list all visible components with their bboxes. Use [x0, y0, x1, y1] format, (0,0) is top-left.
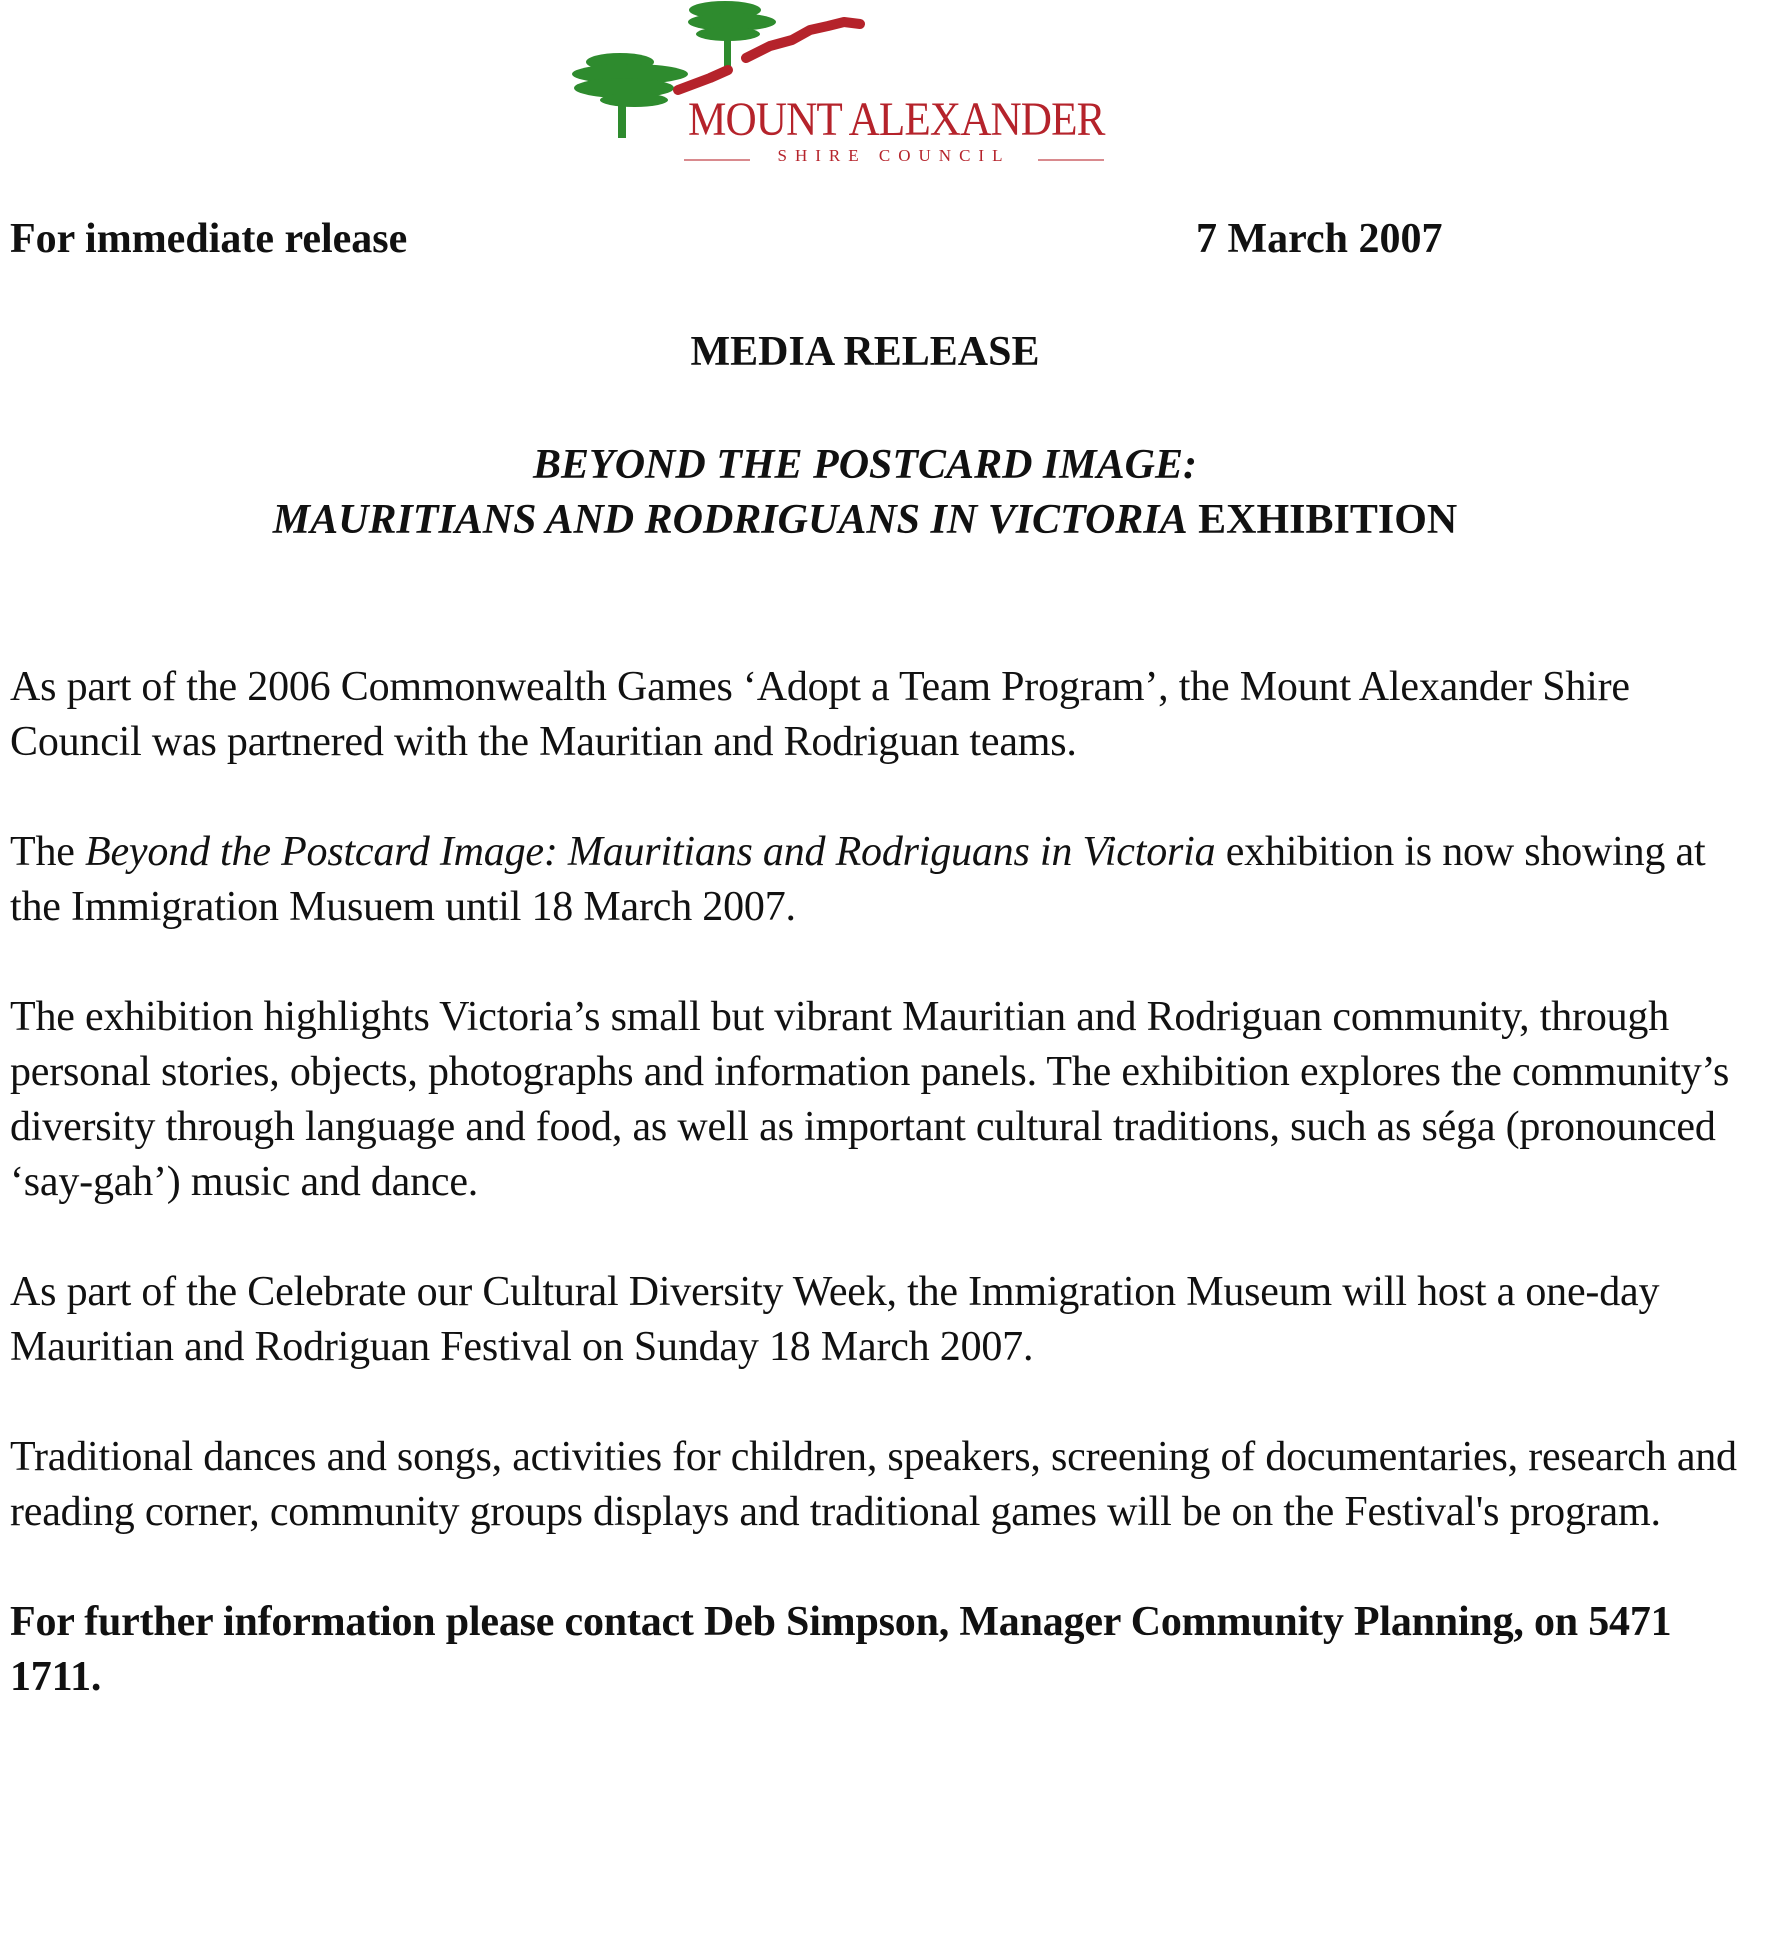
paragraph-2 [10, 825, 1750, 935]
paragraph-2-italic: Beyond the Postcard Image: Mauritians and Rodriguans in Victoria [85, 829, 1216, 875]
exhibition-title [0, 438, 1730, 548]
title-line-1: BEYOND THE POSTCARD IMAGE: [533, 442, 1197, 488]
contact-paragraph: For further information please contact Deb Simpson, Manager Community Planning, on 5471 1711. [10, 1599, 1672, 1700]
release-note: For immediate release [10, 216, 408, 262]
paragraph-4: As part of the Celebrate our Cultural Diversity Week, the Immigration Museum will host a one-day Mauritian and Rodriguan Festival on Sunday 18 March 2007. [10, 1269, 1660, 1370]
media-release-heading: MEDIA RELEASE [690, 329, 1040, 375]
logo-subtitle: SHIRE COUNCIL [777, 146, 1011, 165]
logo-name: MOUNT ALEXANDER [688, 93, 1105, 146]
title-line-2-italic: MAURITIANS AND RODRIGUANS IN VICTORIA [272, 497, 1188, 543]
title-line-2-suffix: EXHIBITION [1198, 497, 1458, 543]
paragraph-2-suffix: exhibition is now showing at the Immigration Musuem until 18 March 2007. [10, 829, 1706, 930]
paragraph-1: As part of the 2006 Commonwealth Games ‘Adopt a Team Program’, the Mount Alexander Shire Council was partnered with the Mauritian and Rodriguan teams. [10, 664, 1630, 765]
release-date: 7 March 2007 [1196, 216, 1443, 262]
paragraph-2-prefix: The [10, 829, 75, 875]
paragraph-3: The exhibition highlights Victoria’s small but vibrant Mauritian and Rodriguan community, through personal stories, objects, photographs and information panels. The exhibition explores the community’s diversity through language and food, as well as important cultural traditions, such as séga (pronounced ‘say-gah’) music and dance. [10, 994, 1730, 1205]
council-logo [560, 0, 1105, 175]
logo-subtitle-row [684, 146, 1104, 172]
logo-rule-right [1038, 159, 1104, 161]
title-line-2 [0, 493, 1730, 548]
release-body [10, 660, 1750, 1760]
logo-rule-left [684, 159, 750, 161]
paragraph-5: Traditional dances and songs, activities for children, speakers, screening of documentaries, research and reading corner, community groups displays and traditional games will be on the Festival's program. [10, 1434, 1737, 1535]
